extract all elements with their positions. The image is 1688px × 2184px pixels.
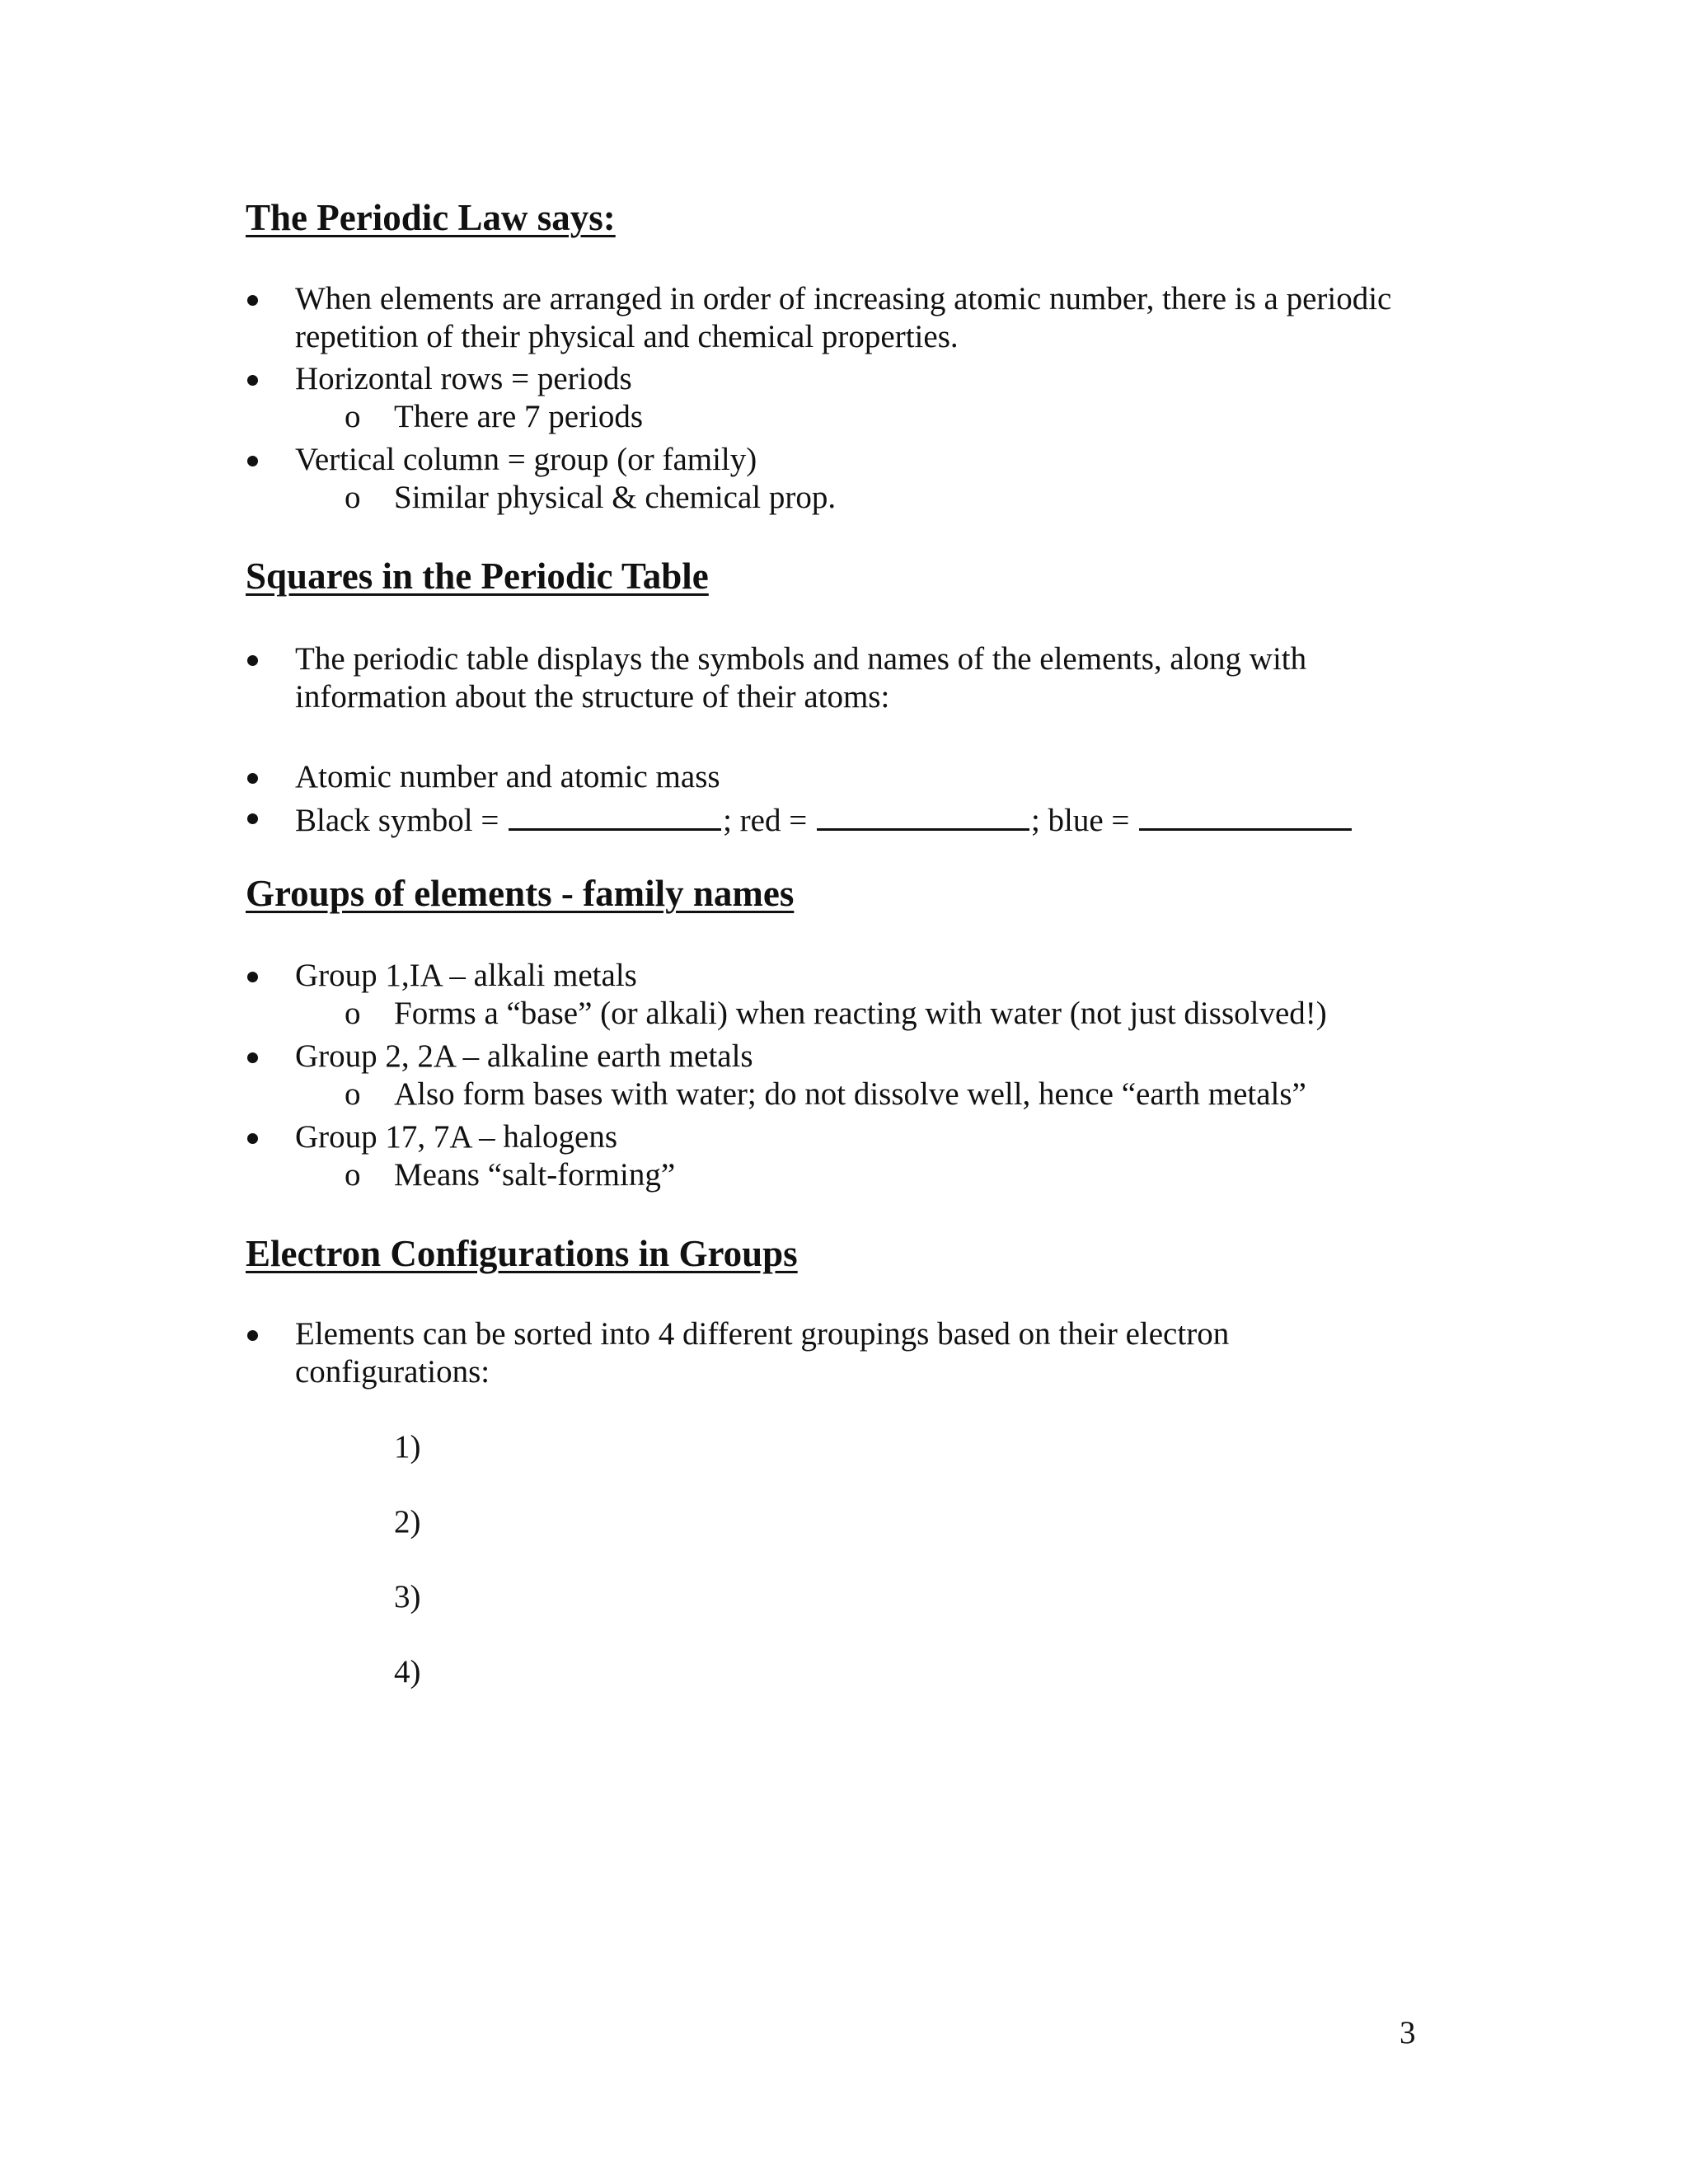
sub-bullet-icon: o bbox=[345, 480, 361, 515]
periodic-law-item-2-sub: There are 7 periods bbox=[394, 399, 644, 434]
numbered-item-1: 1) bbox=[394, 1429, 421, 1465]
groups-item-2-sub: Also form bases with water; do not dissolve well, hence “earth metals” bbox=[394, 1076, 1306, 1112]
bullet-icon bbox=[247, 773, 258, 784]
blue-symbol-label: ; blue = bbox=[1030, 803, 1130, 838]
heading-squares: Squares in the Periodic Table bbox=[246, 555, 709, 597]
sub-bullet-icon: o bbox=[345, 1076, 361, 1112]
symbol-color-fill-in bbox=[295, 799, 1353, 840]
groups-item-2: Group 2, 2A – alkaline earth metals bbox=[295, 1038, 753, 1074]
periodic-law-item-1-line-1: When elements are arranged in order of increasing atomic number, there is a periodic bbox=[295, 281, 1392, 316]
sub-bullet-icon: o bbox=[345, 1157, 361, 1193]
bullet-icon bbox=[247, 1133, 258, 1144]
numbered-item-4: 4) bbox=[394, 1654, 421, 1690]
black-symbol-label: Black symbol = bbox=[295, 803, 499, 838]
squares-item-1-line-2: information about the structure of their atoms: bbox=[295, 679, 890, 715]
squares-item-2: Atomic number and atomic mass bbox=[295, 759, 720, 794]
electron-item-1-line-2: configurations: bbox=[295, 1354, 490, 1390]
periodic-law-item-2: Horizontal rows = periods bbox=[295, 361, 632, 396]
groups-item-3-sub: Means “salt-forming” bbox=[394, 1157, 676, 1193]
bullet-icon bbox=[247, 972, 258, 982]
periodic-law-item-1-line-2: repetition of their physical and chemical properties. bbox=[295, 319, 959, 354]
page-number: 3 bbox=[1400, 2015, 1416, 2050]
numbered-item-2: 2) bbox=[394, 1504, 421, 1540]
bullet-icon bbox=[247, 813, 258, 824]
periodic-law-item-3-sub: Similar physical & chemical prop. bbox=[394, 480, 837, 515]
bullet-icon bbox=[247, 655, 258, 666]
groups-item-1: Group 1,IA – alkali metals bbox=[295, 958, 637, 993]
numbered-item-3: 3) bbox=[394, 1579, 421, 1615]
bullet-icon bbox=[247, 295, 258, 306]
squares-item-1-line-1: The periodic table displays the symbols and names of the elements, along with bbox=[295, 641, 1307, 677]
electron-item-1-line-1: Elements can be sorted into 4 different groupings based on their electron bbox=[295, 1316, 1230, 1352]
groups-item-1-sub: Forms a “base” (or alkali) when reacting with water (not just dissolved!) bbox=[394, 996, 1327, 1031]
blue-symbol-blank[interactable] bbox=[1139, 799, 1352, 831]
bullet-icon bbox=[247, 1052, 258, 1063]
bullet-icon bbox=[247, 375, 258, 386]
bullet-icon bbox=[247, 456, 258, 466]
heading-periodic-law: The Periodic Law says: bbox=[246, 197, 616, 238]
periodic-law-item-3: Vertical column = group (or family) bbox=[295, 442, 757, 477]
heading-electron-configurations: Electron Configurations in Groups bbox=[246, 1233, 798, 1274]
sub-bullet-icon: o bbox=[345, 996, 361, 1031]
sub-bullet-icon: o bbox=[345, 399, 361, 434]
black-symbol-blank[interactable] bbox=[509, 799, 721, 831]
heading-groups: Groups of elements - family names bbox=[246, 873, 795, 914]
groups-item-3: Group 17, 7A – halogens bbox=[295, 1119, 618, 1155]
red-symbol-label: ; red = bbox=[723, 803, 808, 838]
bullet-icon bbox=[247, 1330, 258, 1341]
red-symbol-blank[interactable] bbox=[817, 799, 1029, 831]
